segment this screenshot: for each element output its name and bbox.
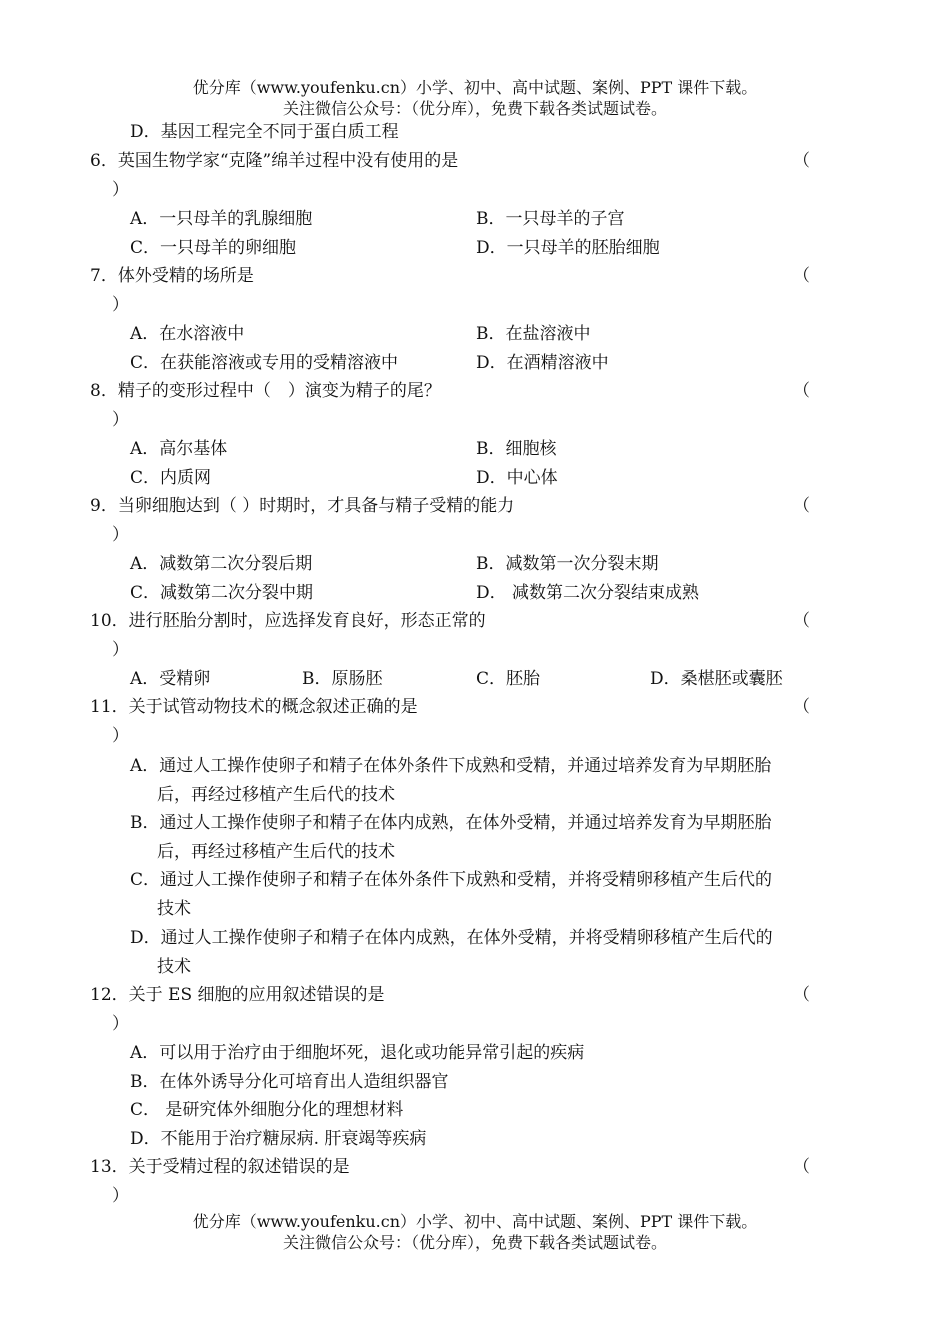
question-11-option-a: A．通过人工操作使卵子和精子在体外条件下成熟和受精，并通过培养发育为早期胚胎 <box>130 756 772 776</box>
question-6-answer-paren-open: （ <box>793 151 810 171</box>
question-10-option-a: A．受精卵 <box>130 669 211 689</box>
question-10-option-b: B．原肠胚 <box>302 669 383 689</box>
question-10-answer-paren-close: ） <box>112 640 129 660</box>
question-8-answer-paren-close: ） <box>112 410 129 430</box>
question-8-option-d: D．中心体 <box>476 468 558 488</box>
question-13-answer-paren-close: ） <box>112 1186 129 1206</box>
question-6-stem: 6．英国生物学家“克隆”绵羊过程中没有使用的是 <box>90 151 459 171</box>
question-7-option-c: C．在获能溶液或专用的受精溶液中 <box>130 353 399 373</box>
question-12-option-b: B．在体外诱导分化可培育出人造组织器官 <box>130 1072 449 1092</box>
question-8-option-c: C．内质网 <box>130 468 212 488</box>
question-6-option-c: C．一只母羊的卵细胞 <box>130 238 297 258</box>
question-11-option-d-cont: 技术 <box>157 957 191 977</box>
question-8-answer-paren-open: （ <box>793 381 810 401</box>
question-6-option-d: D．一只母羊的胚胎细胞 <box>476 238 660 258</box>
question-10-answer-paren-open: （ <box>793 611 810 631</box>
question-6-answer-paren-close: ） <box>112 180 129 200</box>
question-11-option-d: D．通过人工操作使卵子和精子在体内成熟，在体外受精，并将受精卵移植产生后代的 <box>130 928 773 948</box>
question-11-option-c-cont: 技术 <box>157 899 191 919</box>
question-12-option-a: A．可以用于治疗由于细胞坏死，退化或功能异常引起的疾病 <box>130 1043 585 1063</box>
question-6-option-b: B．一只母羊的子宫 <box>476 209 625 229</box>
question-11-option-b-cont: 后，再经过移植产生后代的技术 <box>157 842 395 862</box>
question-8-option-a: A．高尔基体 <box>130 439 228 459</box>
question-9-option-c: C．减数第二次分裂中期 <box>130 583 314 603</box>
question-12-stem: 12．关于 ES 细胞的应用叙述错误的是 <box>90 985 385 1005</box>
question-6-option-a: A．一只母羊的乳腺细胞 <box>130 209 313 229</box>
question-13-answer-paren-open: （ <box>793 1157 810 1177</box>
question-9-option-a: A．减数第二次分裂后期 <box>130 554 313 574</box>
question-10-option-c: C．胚胎 <box>476 669 541 689</box>
question-10-stem: 10．进行胚胎分割时，应选择发育良好，形态正常的 <box>90 611 486 631</box>
question-12-answer-paren-open: （ <box>793 985 810 1005</box>
question-9-option-b: B．减数第一次分裂末期 <box>476 554 659 574</box>
question-7-answer-paren-close: ） <box>112 295 129 315</box>
question-7-stem: 7．体外受精的场所是 <box>90 266 254 286</box>
prev-question-option-d: D．基因工程完全不同于蛋白质工程 <box>130 122 399 142</box>
question-9-answer-paren-close: ） <box>112 525 129 545</box>
question-8-option-b: B．细胞核 <box>476 439 557 459</box>
question-9-option-d: D． 减数第二次分裂结束成熟 <box>476 583 700 603</box>
question-7-option-d: D．在酒精溶液中 <box>476 353 609 373</box>
question-13-stem: 13．关于受精过程的叙述错误的是 <box>90 1157 350 1177</box>
question-7-option-a: A．在水溶液中 <box>130 324 245 344</box>
question-12-option-d: D．不能用于治疗糖尿病. 肝衰竭等疾病 <box>130 1129 427 1149</box>
question-9-answer-paren-open: （ <box>793 496 810 516</box>
question-11-stem: 11．关于试管动物技术的概念叙述正确的是 <box>90 697 418 717</box>
question-11-answer-paren-close: ） <box>112 726 129 746</box>
question-10-option-d: D．桑椹胚或囊胚 <box>650 669 783 689</box>
question-11-option-c: C．通过人工操作使卵子和精子在体外条件下成熟和受精，并将受精卵移植产生后代的 <box>130 870 773 890</box>
question-12-option-c: C． 是研究体外细胞分化的理想材料 <box>130 1100 404 1120</box>
footer-line-1: 优分库（www.youfenku.cn）小学、初中、高中试题、案例、PPT 课件下载。 <box>192 1212 758 1231</box>
question-11-option-b: B．通过人工操作使卵子和精子在体内成熟，在体外受精，并通过培养发育为早期胚胎 <box>130 813 772 833</box>
question-8-stem: 8．精子的变形过程中（ ）演变为精子的尾？ <box>90 381 441 401</box>
header-line-2: 关注微信公众号：（优分库），免费下载各类试题试卷。 <box>282 99 667 118</box>
header-line-1: 优分库（www.youfenku.cn）小学、初中、高中试题、案例、PPT 课件下载。 <box>192 78 758 97</box>
question-7-answer-paren-open: （ <box>793 266 810 286</box>
question-9-stem: 9．当卵细胞达到（ ）时期时，才具备与精子受精的能力 <box>90 496 515 516</box>
question-12-answer-paren-close: ） <box>112 1014 129 1034</box>
footer-line-2: 关注微信公众号：（优分库），免费下载各类试题试卷。 <box>282 1233 667 1252</box>
question-11-answer-paren-open: （ <box>793 697 810 717</box>
question-11-option-a-cont: 后，再经过移植产生后代的技术 <box>157 785 395 805</box>
question-7-option-b: B．在盐溶液中 <box>476 324 591 344</box>
